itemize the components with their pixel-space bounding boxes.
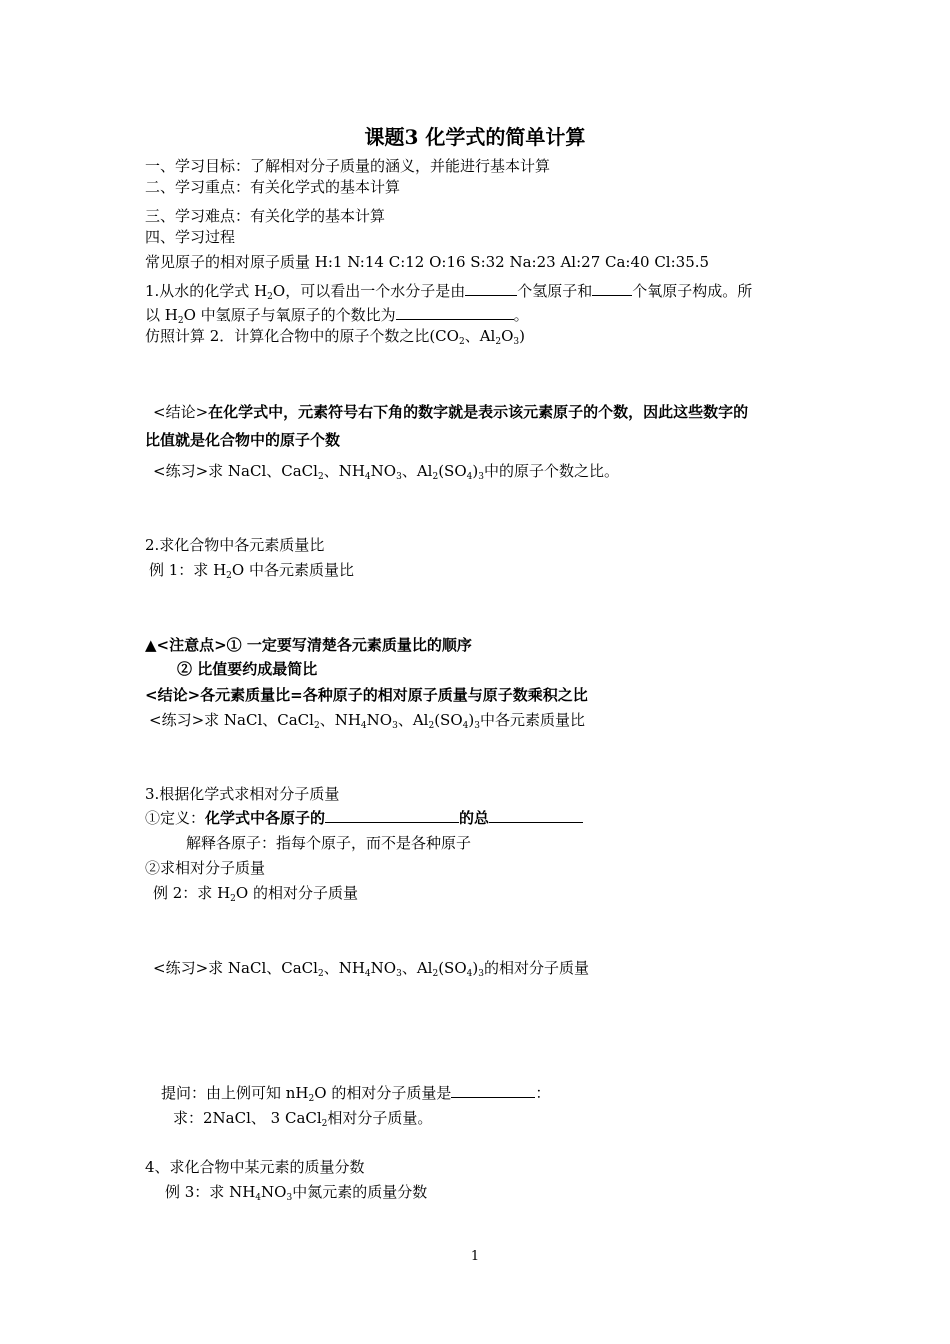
example-2: 例 2：求 $H_2O$ 的相对分子质量 [153, 884, 358, 904]
section-2-heading: 2.求化合物中各元素质量比 [145, 536, 325, 554]
note-line-2: ② 比值要约成最简比 [177, 660, 318, 678]
example-3: 例 3：求 $NH_4NO_3$中氮元素的质量分数 [165, 1183, 428, 1203]
question-prompt: 提问：由上例可知 $nH_2O$ 的相对分子质量是 ： [161, 1084, 551, 1104]
imitate-calculation: 仿照计算 2．计算化合物中的原子个数之比($CO_2$、$Al_2O_3$) [145, 327, 525, 347]
answer-blank [592, 281, 632, 296]
section-3-subheading: ②求相对分子质量 [145, 859, 266, 877]
atomic-masses: 常见原子的相对原子质量 H:1 N:14 C:12 O:16 S:32 Na:23 Al:27 Ca:40 Cl:35.5 [145, 253, 710, 271]
conclusion-1-line-2: 比值就是化合物中的原子个数 [145, 431, 341, 449]
conclusion-1-line-1: <结论>在化学式中，元素符号右下角的数字就是表示该元素原子的个数，因此这些数字的 [153, 403, 749, 421]
answer-blank [489, 808, 583, 823]
question-1-line-2: 以 $H_2O$ 中氢原子与氧原子的个数比为 。 [145, 306, 529, 326]
definition: ①定义：化学式中各原子的 的总 [145, 808, 583, 828]
page-title: 课题3 化学式的简单计算 [364, 125, 586, 149]
example-1: 例 1：求 $H_2O$ 中各元素质量比 [149, 561, 354, 581]
conclusion-2: <结论>各元素质量比=各种原子的相对原子质量与原子数乘积之比 [145, 686, 588, 704]
answer-blank [396, 305, 514, 320]
learning-objective: 一、学习目标：了解相对分子质量的涵义，并能进行基本计算 [145, 157, 551, 175]
answer-blank [451, 1083, 535, 1098]
practice-1: <练习>求 NaCl、CaCl$_2$、$NH_4NO_3$、$Al_2(SO_4)_3$中的原子个数之比。 [153, 462, 619, 482]
answer-blank [465, 281, 517, 296]
answer-blank [325, 808, 459, 823]
difficulty: 三、学习难点：有关化学的基本计算 [145, 207, 386, 225]
section-4-heading: 4、求化合物中某元素的质量分数 [145, 1158, 365, 1176]
section-3-heading: 3.根据化学式求相对分子质量 [145, 785, 340, 803]
question-task: 求：2NaCl、 3 CaCl$_2$相对分子质量。 [173, 1109, 433, 1129]
question-1-line-1: 1.从水的化学式 $H_2O$，可以看出一个水分子是由 个氢原子和 个氧原子构成。所 [145, 282, 753, 302]
key-point: 二、学习重点：有关化学式的基本计算 [145, 178, 401, 196]
practice-3: <练习>求 NaCl、CaCl$_2$、$NH_4NO_3$、$Al_2(SO_4)_3$的相对分子质量 [153, 959, 589, 979]
learning-process: 四、学习过程 [145, 228, 236, 246]
definition-explanation: 解释各原子：指每个原子，而不是各种原子 [186, 834, 472, 852]
practice-2: <练习>求 NaCl、CaCl$_2$、$NH_4NO_3$、$Al_2(SO_4)_3$中各元素质量比 [149, 711, 585, 731]
page-number: 1 [470, 1249, 480, 1264]
note-line-1: ▲<注意点>① 一定要写清楚各元素质量比的顺序 [145, 636, 472, 654]
